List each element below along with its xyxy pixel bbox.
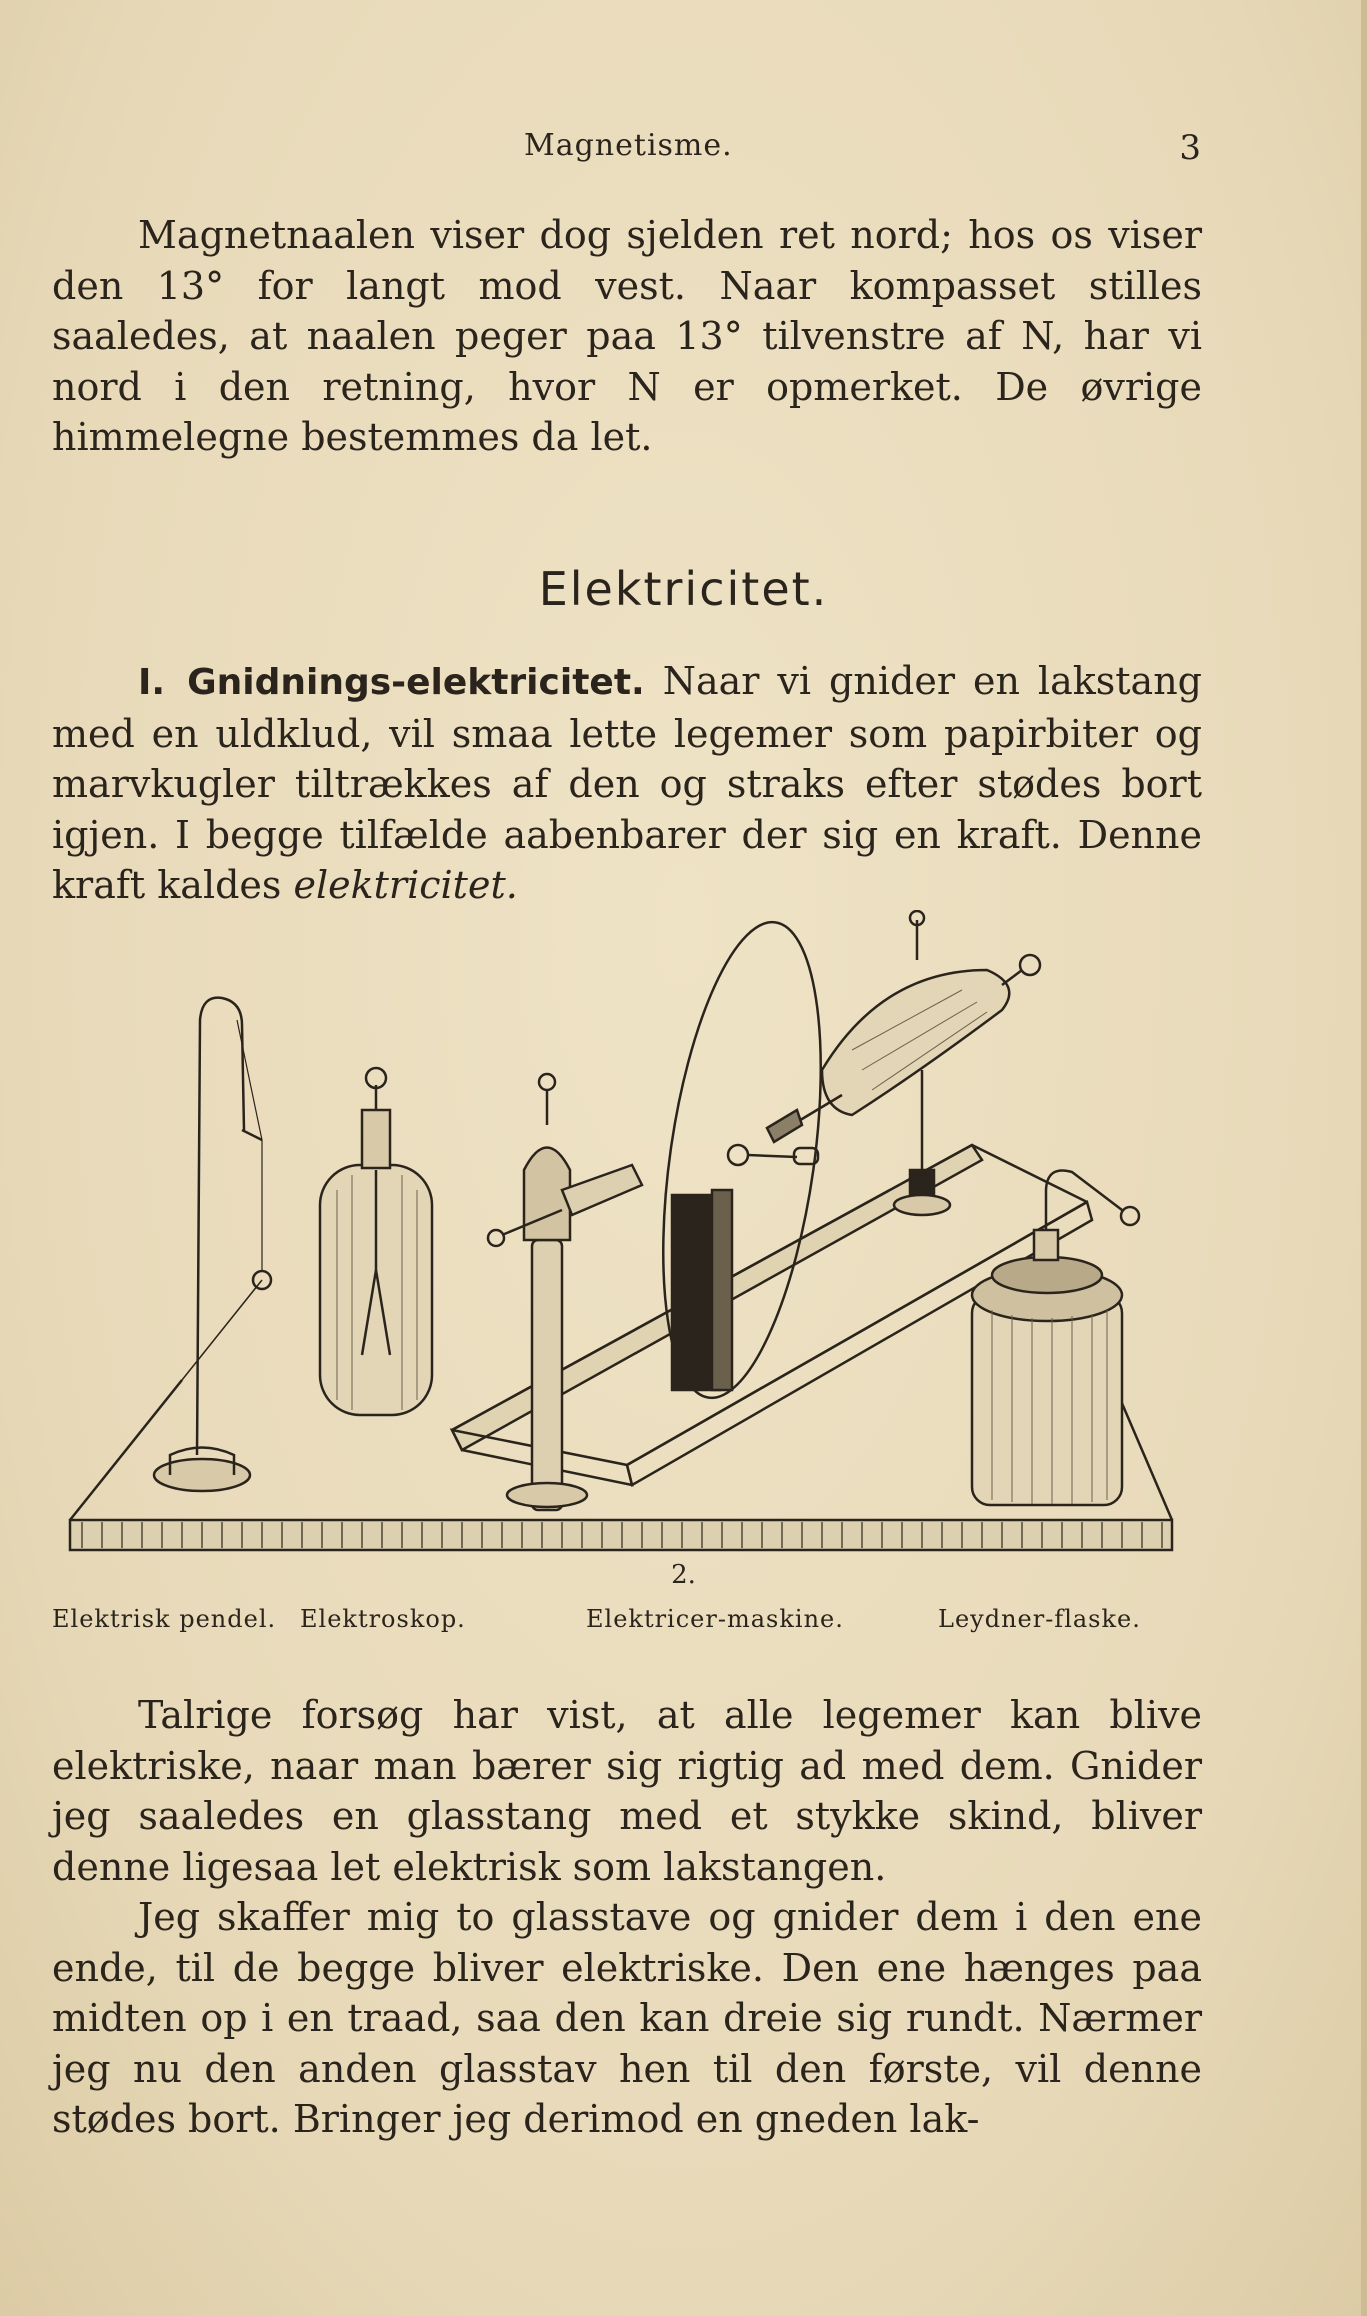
electric-pendulum (154, 998, 271, 1491)
subsection-title: Gnidnings-elektricitet. (187, 662, 645, 703)
paragraph-glass-rods: Jeg skaffer mig to glasstave og gnider dem i den ene ende, til de begge bliver elektriske. Den ene hænges paa midten op i en traad, saa den kan dreie sig rundt. Nærmer jeg nu den anden glasstav hen til den første, vil denne stødes bort. Bringer jeg derimod en gneden lak- (52, 1895, 1202, 2141)
paragraph-magnetism: Magnetnaalen viser dog sjelden ret nord; hos os viser den 13° for langt mod vest. Naar kompasset stilles saaledes, at naalen peger paa 13° tilvenstre af N, har vi nord i den retning, hvor N er opmerket. De øvrige himmelegne bestemmes da let. (52, 213, 1202, 459)
caption-electric-pendulum: Elektrisk pendel. (52, 1605, 277, 1633)
figure-apparatus (62, 910, 1182, 1570)
paragraph-friction-electricity (52, 656, 1202, 911)
running-head-title: Magnetisme. (524, 128, 733, 163)
page-edge (1361, 0, 1367, 2316)
apparatus-illustration (62, 910, 1182, 1570)
paragraph-all-bodies: Talrige forsøg har vist, at alle legemer kan blive elektriske, naar man bærer sig rigtig ad med dem. Gnider jeg saaledes en glasstang med et stykke skind, bliver denne ligesaa let elektrisk som lakstangen. (52, 1693, 1202, 1889)
running-head (52, 128, 1202, 172)
page-number: 3 (1179, 128, 1202, 168)
electroscope (320, 1068, 432, 1415)
figure-number: 2. (671, 1560, 696, 1590)
emphasis-term: elektricitet. (293, 863, 518, 907)
caption-electroscope: Elektroskop. (300, 1605, 466, 1633)
subsection-text: Naar vi gnider en lakstang med en uldklud, vil smaa lette legemer som papirbiter og marvkugler tiltrækkes af den og straks efter stødes bort igjen. I begge tilfælde aabenbarer der sig en kraft. Denne kraft kaldes (52, 659, 1202, 907)
subsection-number: I. (138, 662, 166, 703)
caption-electrical-machine: Elektricer-maskine. (586, 1605, 844, 1633)
caption-leyden-jar: Leydner-flaske. (938, 1605, 1141, 1633)
electrical-machine (488, 911, 1040, 1510)
section-heading: Elektricitet. (538, 562, 829, 616)
